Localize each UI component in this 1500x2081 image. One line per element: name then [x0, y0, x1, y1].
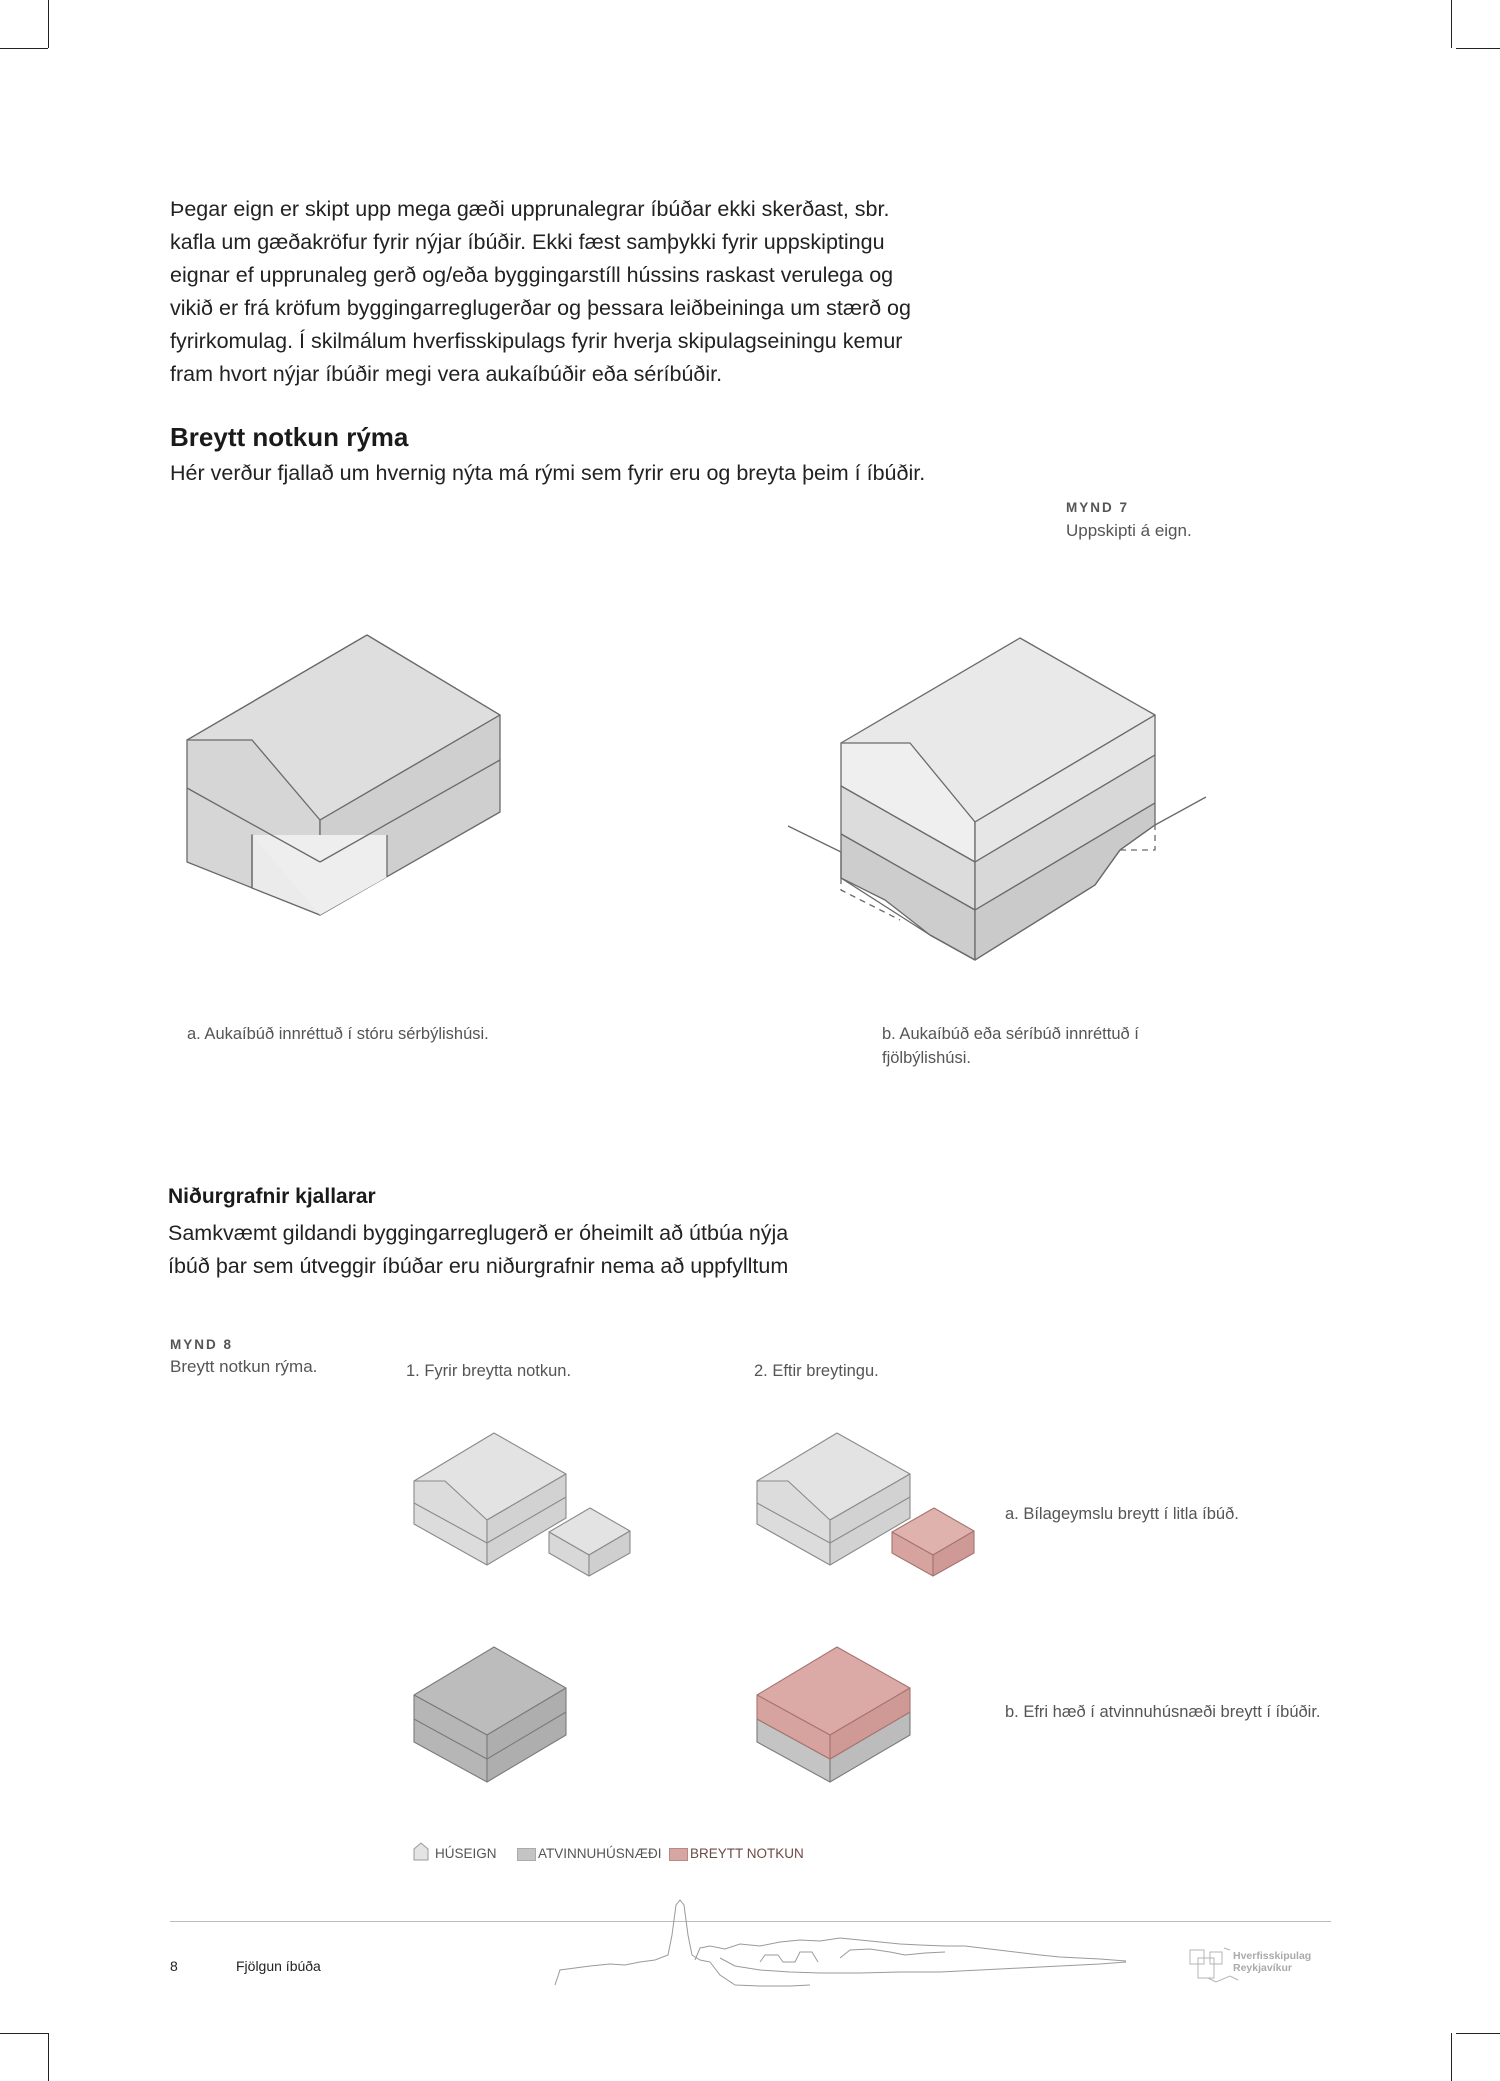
- legend-huseign-label: HÚSEIGN: [435, 1846, 497, 1861]
- section-heading-breytt: Breytt notkun rýma: [170, 422, 409, 452]
- figure8-label: MYND 8: [170, 1337, 234, 1352]
- figure8-col2-heading: 2. Eftir breytingu.: [754, 1362, 879, 1380]
- figure8-title: Breytt notkun rýma.: [170, 1357, 318, 1376]
- intro-line-2: kafla um gæðakröfur fyrir nýjar íbúðir. Ekki fæst samþykki fyrir uppskiptingu: [170, 230, 885, 254]
- figure7-caption-a: a. Aukaíbúð innréttuð í stóru sérbýlishúsi.: [187, 1025, 489, 1043]
- section-text-breytt: Hér verður fjallað um hvernig nýta má rými sem fyrir eru og breyta þeim í íbúðir.: [170, 461, 926, 485]
- footer-logo-line2: Reykjavíkur: [1233, 1962, 1292, 1974]
- legend-atvinnuhusnaedi-label: ATVINNUHÚSNÆÐI: [538, 1846, 662, 1861]
- figure7-caption-b-line2: fjölbýlishúsi.: [882, 1049, 971, 1067]
- figure7-title: Uppskipti á eign.: [1066, 521, 1192, 540]
- section-heading-nidurgrafnir: Niðurgrafnir kjallarar: [168, 1185, 376, 1208]
- legend-breytt-notkun-label: BREYTT NOTKUN: [690, 1846, 804, 1861]
- footer-page-number: 8: [170, 1958, 178, 1974]
- intro-line-5: fyrirkomulag. Í skilmálum hverfisskipulags fyrir hverja skipulagseiningu kemur: [170, 329, 903, 353]
- intro-line-6: fram hvort nýjar íbúðir megi vera aukaíbúðir eða séríbúðir.: [170, 362, 723, 386]
- footer-logo-line1: Hverfisskipulag: [1233, 1950, 1312, 1962]
- footer-logo-text: [1233, 1950, 1311, 1974]
- figure7-caption-b-line1: b. Aukaíbúð eða séríbúð innréttuð í: [882, 1025, 1139, 1043]
- nidurgrafnir-line-2: íbúð þar sem útveggir íbúðar eru niðurgrafnir nema að uppfylltum: [168, 1254, 789, 1278]
- figure8-row-a-label: a. Bílageymslu breytt í litla íbúð.: [1005, 1505, 1239, 1523]
- nidurgrafnir-line-1: Samkvæmt gildandi byggingarreglugerð er óheimilt að útbúa nýja: [168, 1221, 789, 1245]
- figure8-col1-heading: 1. Fyrir breytta notkun.: [406, 1362, 572, 1380]
- figure7-label: MYND 7: [1066, 500, 1130, 515]
- footer-doc-title: Fjölgun íbúða: [236, 1958, 321, 1974]
- intro-line-1: Þegar eign er skipt upp mega gæði upprunalegrar íbúðar ekki skerðast, sbr.: [170, 197, 890, 221]
- intro-line-3: eignar ef upprunaleg gerð og/eða byggingarstíll hússins raskast verulega og: [170, 263, 894, 287]
- intro-line-4: vikið er frá kröfum byggingarreglugerðar og þessara leiðbeininga um stærð og: [170, 296, 911, 320]
- figure8-row-b-label: b. Efri hæð í atvinnuhúsnæði breytt í íbúðir.: [1005, 1703, 1321, 1721]
